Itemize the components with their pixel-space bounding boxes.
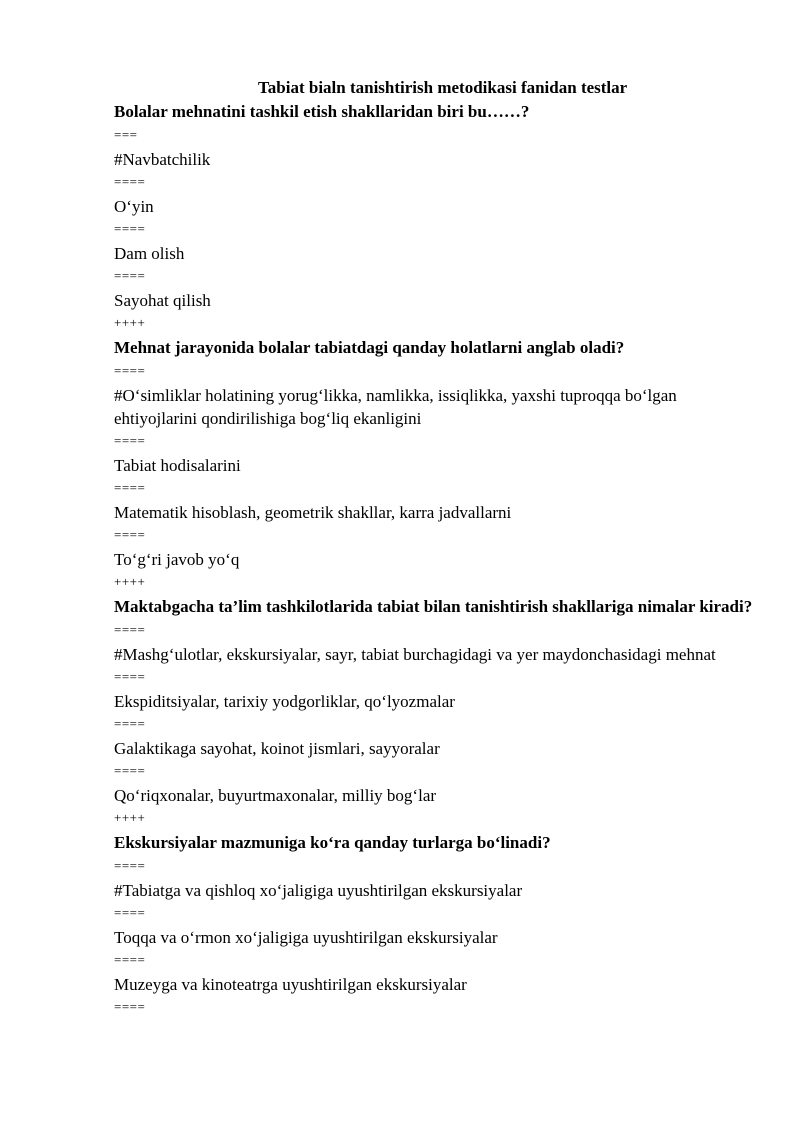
separator: ==== [114, 858, 146, 873]
question-block [114, 831, 754, 1020]
question-block [114, 595, 754, 831]
answer-option: O‘yin [114, 197, 154, 216]
question-block [114, 100, 754, 336]
document-title: Tabiat bialn tanishtirish metodikasi fanidan testlar [258, 78, 628, 97]
answer-option: #Mashg‘ulotlar, ekskursiyalar, sayr, tabiat burchagidagi va yer maydonchasidagi mehnat [114, 645, 716, 664]
answer-option: Muzeyga va kinoteatrga uyushtirilgan ekskursiyalar [114, 975, 467, 994]
question-block [114, 336, 754, 595]
question-end-marker: ++++ [114, 574, 146, 589]
separator: ==== [114, 669, 146, 684]
separator: ==== [114, 952, 146, 967]
question-end-marker: ++++ [114, 810, 146, 825]
question-end-marker: ==== [114, 999, 146, 1014]
separator: === [114, 127, 138, 142]
answer-option: #Navbatchilik [114, 150, 211, 169]
answer-option: #Tabiatga va qishloq xo‘jaligiga uyushtirilgan ekskursiyalar [114, 881, 523, 900]
answer-option: Sayohat qilish [114, 291, 211, 310]
question-text: Mehnat jarayonida bolalar tabiatdagi qanday holatlarni anglab oladi? [114, 338, 625, 357]
answer-option: #O‘simliklar holatining yorug‘likka, namlikka, issiqlikka, yaxshi tuproqqa bo‘lgan ehtiyojlarini qondirilishiga bog‘liq ekanligini [114, 386, 677, 428]
answer-option: Matematik hisoblash, geometrik shakllar, karra jadvallarni [114, 503, 512, 522]
answer-option: To‘g‘ri javob yo‘q [114, 550, 240, 569]
separator: ==== [114, 433, 146, 448]
answer-option: Tabiat hodisalarini [114, 456, 241, 475]
question-end-marker: ++++ [114, 315, 146, 330]
separator: ==== [114, 716, 146, 731]
separator: ==== [114, 268, 146, 283]
separator: ==== [114, 527, 146, 542]
separator: ==== [114, 363, 146, 378]
separator: ==== [114, 480, 146, 495]
separator: ==== [114, 221, 146, 236]
separator: ==== [114, 905, 146, 920]
document-content [114, 77, 754, 1020]
answer-option: Dam olish [114, 244, 185, 263]
separator: ==== [114, 174, 146, 189]
question-text: Ekskursiyalar mazmuniga ko‘ra qanday turlarga bo‘linadi? [114, 833, 551, 852]
question-text: Bolalar mehnatini tashkil etish shakllaridan biri bu……? [114, 102, 530, 121]
answer-option: Galaktikaga sayohat, koinot jismlari, sayyoralar [114, 739, 440, 758]
question-text: Maktabgacha ta’lim tashkilotlarida tabiat bilan tanishtirish shakllariga nimalar kiradi? [114, 597, 753, 616]
answer-option: Toqqa va o‘rmon xo‘jaligiga uyushtirilgan ekskursiyalar [114, 928, 498, 947]
separator: ==== [114, 763, 146, 778]
separator: ==== [114, 622, 146, 637]
answer-option: Qo‘riqxonalar, buyurtmaxonalar, milliy bog‘lar [114, 786, 437, 805]
answer-option: Ekspiditsiyalar, tarixiy yodgorliklar, qo‘lyozmalar [114, 692, 455, 711]
